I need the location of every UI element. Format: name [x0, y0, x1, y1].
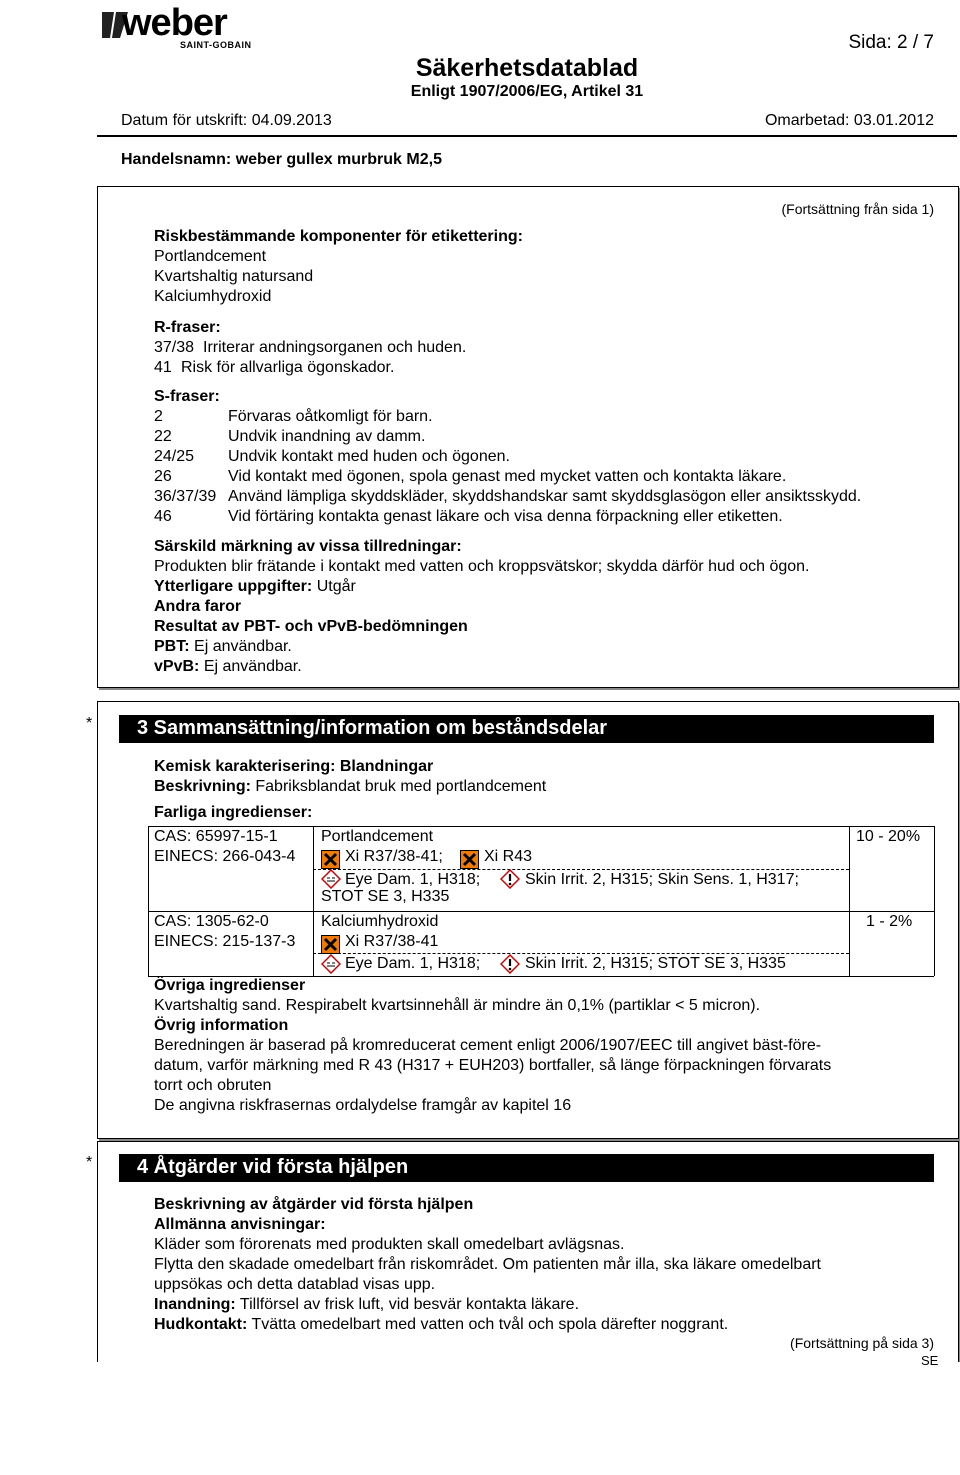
- ingredient-clp: Skin Irrit. 2, H315; Skin Sens. 1, H317;: [525, 871, 799, 888]
- xi-irritant-icon: [321, 850, 340, 869]
- risk-component: Kalciumhydroxid: [154, 288, 272, 305]
- inhalation-label: Inandning:: [154, 1296, 236, 1313]
- ghs07-exclamation-icon: [500, 954, 520, 974]
- table-row-divider: [313, 869, 849, 870]
- phrase-text: Irriterar andningsorganen och huden.: [203, 339, 467, 356]
- pbt-heading: Resultat av PBT- och vPvB-bedömningen: [154, 618, 468, 635]
- logo-subtitle: SAINT-GOBAIN: [180, 40, 252, 50]
- ghs05-corrosion-icon: [321, 869, 341, 889]
- document-subtitle: Enligt 1907/2006/EG, Artikel 31: [410, 83, 644, 100]
- risk-components-heading: Riskbestämmande komponenter för etikettering:: [154, 228, 523, 245]
- phrase-code: 37/38: [154, 339, 195, 356]
- special-labelling-text: Produkten blir frätande i kontakt med vatten och kroppsvätskor; skydda därför hud och ögon.: [154, 558, 810, 575]
- trade-name: Handelsnamn: weber gullex murbruk M2,5: [121, 151, 442, 168]
- other-info-line: torrt och obruten: [154, 1077, 272, 1094]
- other-ingredients-text: Kvartshaltig sand. Respirabelt kvartsinnehåll är mindre än 0,1% (partiklar < 5 micron).: [154, 997, 761, 1014]
- ingredient-clp: Eye Dam. 1, H318;: [345, 871, 481, 888]
- continued-on: (Fortsättning på sida 3): [790, 1335, 934, 1351]
- pbt-label: PBT:: [154, 638, 190, 655]
- change-marker: *: [86, 1154, 93, 1171]
- phrase-text: Vid kontakt med ögonen, spola genast med mycket vatten och kontakta läkare.: [228, 468, 787, 485]
- special-labelling-heading: Särskild märkning av vissa tillredningar:: [154, 538, 462, 555]
- description-value: Fabriksblandat bruk med portlandcement: [255, 778, 547, 795]
- chemical-characterisation: Kemisk karakterisering: Blandningar: [154, 758, 434, 775]
- phrase-text: Använd lämpliga skyddskläder, skyddshandskar samt skyddsglasögon eller ansiktsskydd.: [228, 488, 862, 505]
- risk-component: Kvartshaltig natursand: [154, 268, 314, 285]
- header-divider: [97, 135, 957, 137]
- s-phrases-heading: S-fraser:: [154, 388, 220, 405]
- ingredient-clp: Skin Irrit. 2, H315; STOT SE 3, H335: [525, 955, 786, 972]
- extra-info-value: Utgår: [316, 578, 356, 595]
- section-4-header: [119, 1154, 934, 1182]
- skin-contact-value: Tvätta omedelbart med vatten och tvål och spola därefter noggrant.: [251, 1316, 729, 1333]
- table-left-border: [148, 826, 149, 976]
- section-3-header: [119, 715, 934, 743]
- table-right-border: [934, 826, 935, 976]
- extra-info-label: Ytterligare uppgifter:: [154, 578, 313, 595]
- ingredient-cas: CAS: 65997-15-1: [154, 828, 278, 845]
- change-marker: *: [86, 715, 93, 732]
- pbt-value: Ej användbar.: [194, 638, 292, 655]
- hazardous-ingredients-heading: Farliga ingredienser:: [154, 804, 313, 821]
- r-phrases-heading: R-fraser:: [154, 319, 221, 336]
- ghs05-corrosion-icon: [321, 954, 341, 974]
- phrase-code: 2: [154, 408, 163, 425]
- other-info-line: De angivna riskfrasernas ordalydelse framgår av kapitel 16: [154, 1097, 572, 1114]
- table-row-divider: [313, 953, 849, 954]
- ingredient-einecs: EINECS: 215-137-3: [154, 933, 296, 950]
- other-info-line: Beredningen är baserad på kromreducerat cement enligt 2006/1907/EEC till angivet bäst-före-: [154, 1037, 822, 1054]
- phrase-text: Vid förtäring kontakta genast läkare och visa denna förpackning eller etiketten.: [228, 508, 783, 525]
- section-3-title: 3 Sammansättning/information om beståndsdelar: [137, 717, 608, 739]
- section-4-title: 4 Åtgärder vid första hjälpen: [137, 1156, 409, 1178]
- other-info-line: datum, varför märkning med R 43 (H317 + EUH203) bortfaller, så länge förpackningen förvarats: [154, 1057, 832, 1074]
- continued-from: (Fortsättning från sida 1): [781, 201, 934, 217]
- vpvb-row: [154, 658, 302, 676]
- print-date: Datum för utskrift: 04.09.2013: [121, 112, 332, 129]
- page-number: Sida: 2 / 7: [848, 32, 934, 53]
- phrase-text: Undvik inandning av damm.: [228, 428, 426, 445]
- document-title: Säkerhetsdatablad: [415, 54, 639, 82]
- ingredient-name: Portlandcement: [321, 828, 434, 845]
- ingredient-cas: CAS: 1305-62-0: [154, 913, 269, 930]
- ingredient-einecs: EINECS: 266-043-4: [154, 848, 296, 865]
- skin-contact-label: Hudkontakt:: [154, 1316, 248, 1333]
- risk-component: Portlandcement: [154, 248, 267, 265]
- ingredient-clp: STOT SE 3, H335: [321, 888, 450, 905]
- pbt-row: [154, 638, 292, 656]
- ingredient-r-class: Xi R37/38-41: [345, 933, 439, 950]
- skin-contact: [154, 1316, 728, 1334]
- phrase-code: 46: [154, 508, 172, 525]
- vpvb-label: vPvB:: [154, 658, 200, 675]
- phrase-code: 24/25: [154, 448, 195, 465]
- table-row-border: [148, 911, 934, 912]
- ingredient-r-class: Xi R37/38-41;: [345, 848, 443, 865]
- phrase-code: 36/37/39: [154, 488, 217, 505]
- inhalation-value: Tillförsel av frisk luft, vid besvär kontakta läkare.: [239, 1296, 580, 1313]
- weber-logo: [100, 2, 260, 52]
- ingredient-r-class: Xi R43: [484, 848, 533, 865]
- phrase-code: 26: [154, 468, 172, 485]
- general-instructions-line: Flytta den skadade omedelbart från riskområdet. Om patienten mår illa, ska läkare omedelbart: [154, 1256, 821, 1273]
- phrase-code: 22: [154, 428, 172, 445]
- extra-info: [154, 578, 356, 596]
- xi-irritant-icon: [460, 850, 479, 869]
- phrase-text: Förvaras oåtkomligt för barn.: [228, 408, 433, 425]
- phrase-text: Risk för allvarliga ögonskador.: [181, 359, 395, 376]
- ingredient-clp: Eye Dam. 1, H318;: [345, 955, 481, 972]
- phrase-code: 41: [154, 359, 172, 376]
- revision-date: Omarbetad: 03.01.2012: [764, 112, 934, 129]
- table-column-divider: [849, 826, 850, 976]
- description-label: Beskrivning:: [154, 778, 251, 795]
- general-instructions-heading: Allmänna anvisningar:: [154, 1216, 326, 1233]
- general-instructions-line: Kläder som förorenats med produkten skall omedelbart avlägsnas.: [154, 1236, 625, 1253]
- ghs07-exclamation-icon: [500, 869, 520, 889]
- general-instructions-line: uppsökas och detta datablad visas upp.: [154, 1276, 436, 1293]
- ingredient-percent: 1 - 2%: [866, 913, 913, 930]
- phrase-text: Undvik kontakt med huden och ögonen.: [228, 448, 510, 465]
- other-hazards-heading: Andra faror: [154, 598, 242, 615]
- language-code: SE: [921, 1353, 939, 1368]
- description: [154, 778, 546, 796]
- other-ingredients-heading: Övriga ingredienser: [154, 977, 306, 994]
- xi-irritant-icon: [321, 935, 340, 954]
- ingredient-name: Kalciumhydroxid: [321, 913, 439, 930]
- ingredient-percent: 10 - 20%: [856, 828, 921, 845]
- inhalation: [154, 1296, 579, 1314]
- logo-word: weber: [122, 2, 227, 44]
- vpvb-value: Ej användbar.: [203, 658, 302, 675]
- first-aid-description-heading: Beskrivning av åtgärder vid första hjälpen: [154, 1196, 474, 1213]
- table-top-border: [148, 826, 934, 827]
- other-info-heading: Övrig information: [154, 1017, 289, 1034]
